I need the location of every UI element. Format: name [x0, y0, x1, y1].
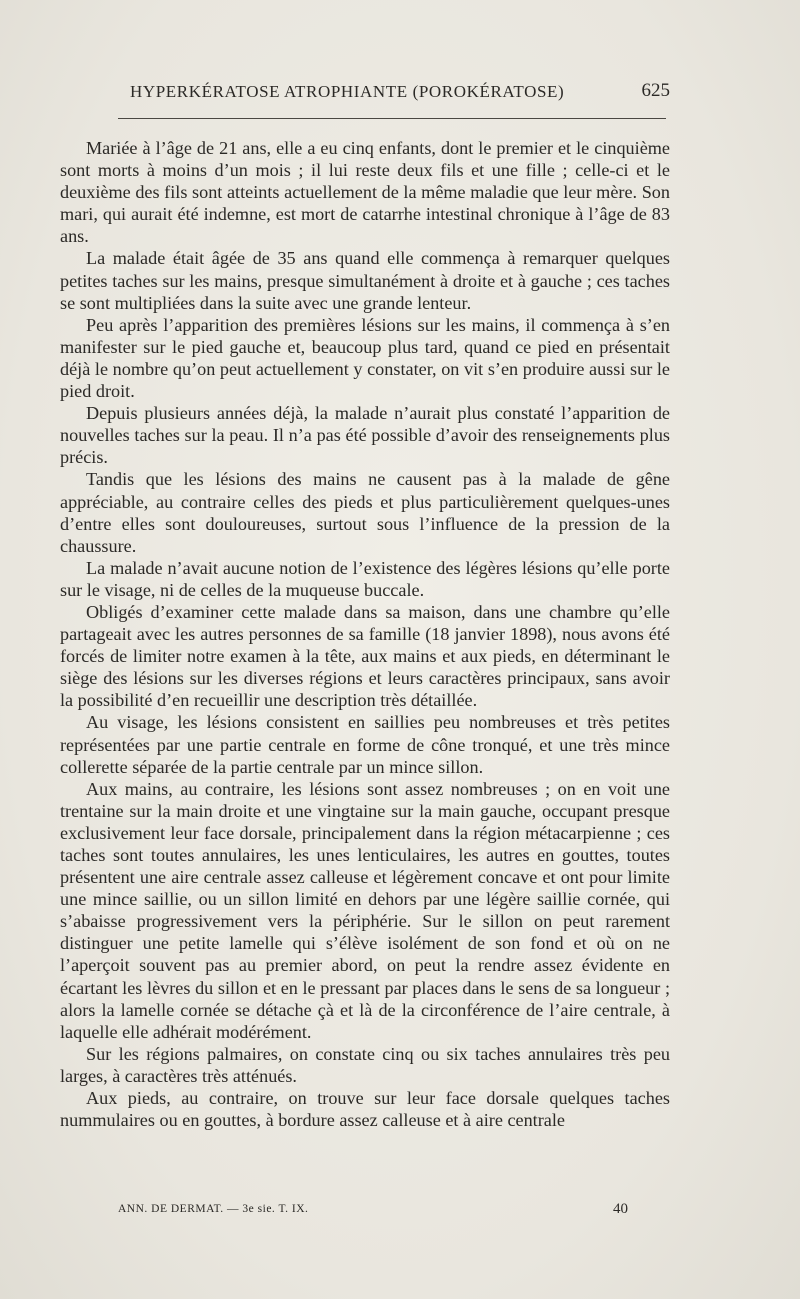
paragraph-examination: Obligés d’examiner cette malade dans sa maison, dans une chambre qu’elle partageait avec les autres personnes de sa famille (18 janvier 1898), nous avons été forcés de limiter notre examen à la tête, aux mains et aux pieds, en déterminant le siège des lésions sur les diverses régions et leurs caractères principaux, sans avoir la possibilité d’en recueillir une description très détaillée.: [60, 601, 670, 711]
paragraph-unaware: La malade n’avait aucune notion de l’existence des légères lésions qu’elle porte sur le visage, ni de celles de la muqueuse buccale.: [60, 557, 670, 600]
paragraph-feet: Aux pieds, au contraire, on trouve sur leur face dorsale quelques taches nummulaires ou en gouttes, à bordure assez calleuse et à aire centrale: [60, 1088, 670, 1131]
paragraph-palms: Sur les régions palmaires, on constate cinq ou six taches annulaires très peu larges, à caractères très atténués.: [60, 1043, 670, 1086]
running-header: [130, 82, 670, 110]
paragraph-marriage: Mariée à l’âge de 21 ans, elle a eu cinq enfants, dont le premier et le cinquième sont morts à moins d’un mois ; il lui reste deux fils et une fille ; celle-ci et le deuxième des fils sont atteints actuellement de la même maladie que leur mère. Son mari, qui aurait été indemne, est mort de catarrhe intestinal chronique à l’âge de 83 ans.: [60, 138, 670, 247]
header-rule: [118, 118, 666, 119]
paragraph-no-new-lesions: Depuis plusieurs années déjà, la malade n’aurait plus constaté l’apparition de nouvelles taches sur la peau. Il n’a pas été possible d’avoir des renseignements plus précis.: [60, 403, 670, 468]
page-number: 625: [641, 80, 670, 101]
footer: [118, 1201, 628, 1221]
paragraph-pain: Tandis que les lésions des mains ne causent pas à la malade de gêne appréciable, au contraire celles des pieds et plus particulièrement quelques-unes d’entre elles sont douloureuses, surtout sous l’influence de la pression de la chaussure.: [60, 469, 670, 556]
paragraph-onset: La malade était âgée de 35 ans quand elle commença à remarquer quelques petites taches sur les mains, presque simultanément à droite et à gauche ; ces taches se sont multipliées dans la suite avec une grande lenteur.: [60, 248, 670, 313]
paragraph-hands: Aux mains, au contraire, les lésions sont assez nombreuses ; on en voit une trentaine sur la main droite et une vingtaine sur la main gauche, occupant presque exclusivement leur face dorsale, principalement dans la région métacarpienne ; ces taches sont toutes annulaires, les unes lenticulaires, les autres en gouttes, toutes présentent une aire centrale assez calleuse et légèrement concave et ont pour limite une mince saillie, ou un sillon limité en dehors par une légère saillie cornée, qui s’abaisse progressivement vers la périphérie. Sur le sillon on peut rarement distinguer une petite lamelle qui s’élève isolément de son fond et où on ne l’aperçoit souvent pas au premier abord, on peut la rendre assez évidente en écartant les lèvres du sillon et en le pressant par places dans le sens de sa longueur ; alors la lamelle cornée se détache çà et là de la circonférence de l’aire centrale, à laquelle elle adhérait modérément.: [60, 778, 670, 1042]
body-text: [60, 137, 670, 1131]
paragraph-feet-spread: Peu après l’apparition des premières lésions sur les mains, il commença à s’en manifester sur le pied gauche et, beaucoup plus tard, quand ce pied en présentait déjà le nombre qu’on peut actuellement y constater, on vit s’en produire aussi sur le pied droit.: [60, 314, 670, 402]
printer-signature: ANN. DE DERMAT. — 3e sie. T. IX.: [118, 1203, 309, 1215]
sheet-number: 40: [613, 1201, 628, 1217]
running-title: HYPERKÉRATOSE ATROPHIANTE (POROKÉRATOSE): [130, 82, 565, 101]
paragraph-face: Au visage, les lésions consistent en saillies peu nombreuses et très petites représentées par une partie centrale en forme de cône tronqué, et une très mince collerette séparée de la partie centrale par un mince sillon.: [60, 712, 670, 777]
